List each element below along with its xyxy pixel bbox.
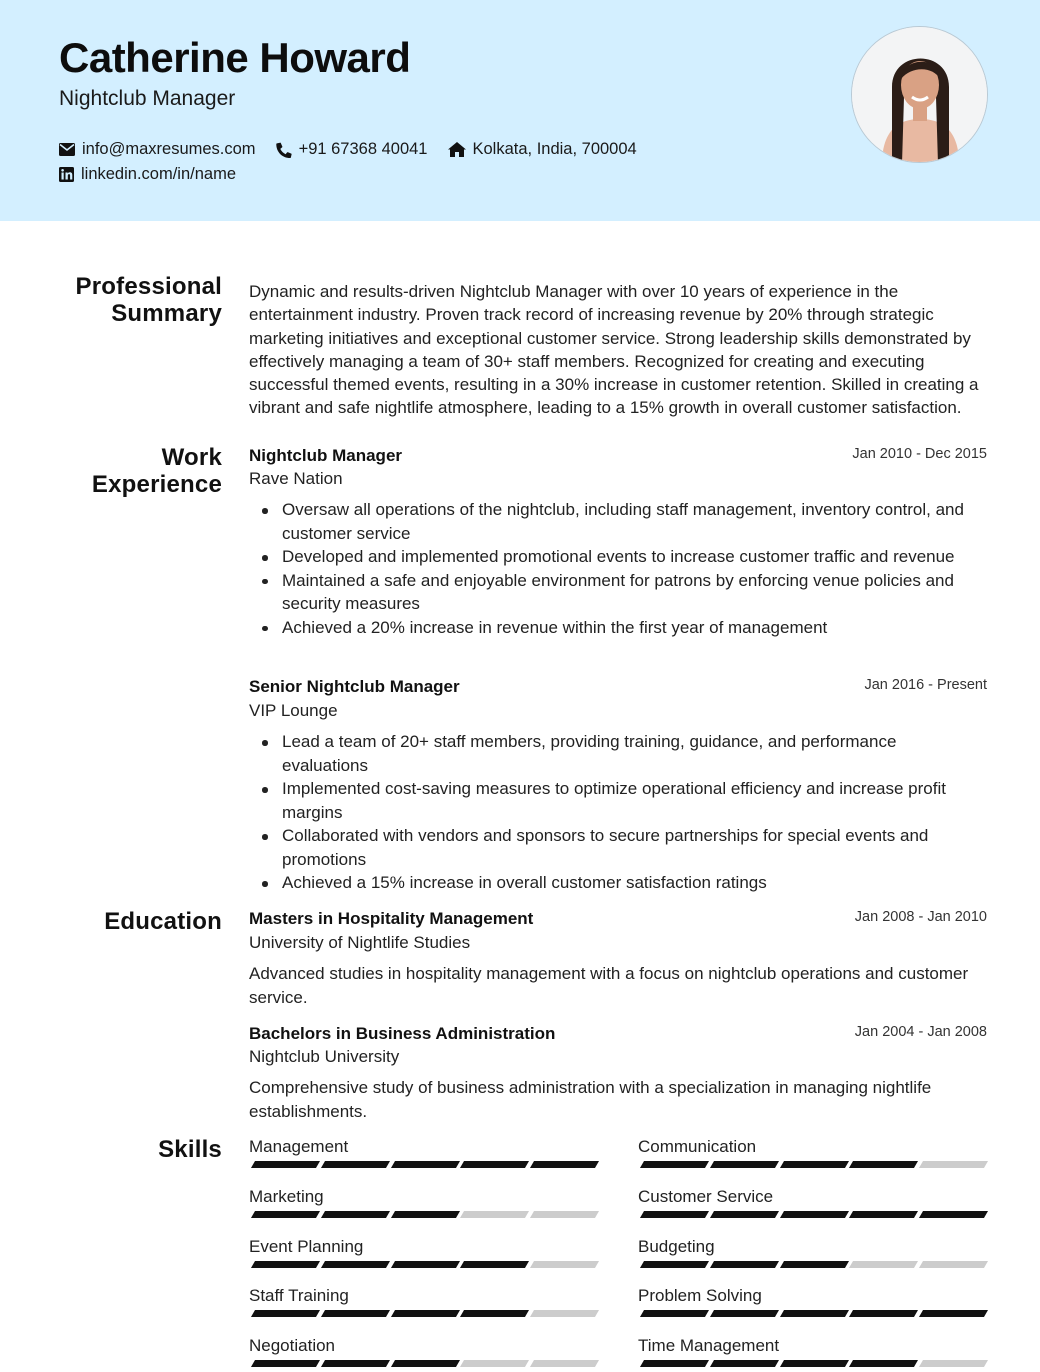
skill-item [638,1286,986,1317]
skill-segment-filled [321,1360,390,1367]
skill-level-bar [642,1261,986,1268]
section-title-education: Education [104,908,222,935]
skill-segment-empty [530,1360,599,1367]
skill-segment-filled [251,1161,320,1168]
linkedin-icon [59,167,74,182]
skill-segment-filled [780,1261,849,1268]
skill-segment-filled [780,1310,849,1317]
skill-segment-filled [391,1161,460,1168]
skill-segment-filled [640,1211,709,1218]
skill-segment-filled [251,1261,320,1268]
skill-segment-filled [321,1261,390,1268]
skill-segment-filled [919,1211,988,1218]
skill-segment-filled [391,1261,460,1268]
skill-item [249,1137,597,1168]
skill-segment-filled [391,1360,460,1367]
degree-2: Bachelors in Business Administration [249,1024,556,1043]
skill-item [638,1237,986,1268]
skill-segment-filled [640,1161,709,1168]
company-name-2: VIP Lounge [249,701,338,720]
skill-name: Communication [638,1137,757,1156]
contact-linkedin[interactable] [59,165,236,184]
skill-segment-filled [640,1261,709,1268]
skill-segment-filled [321,1161,390,1168]
job-dates-2: Jan 2016 - Present [864,677,987,693]
contact-location [448,140,637,159]
list-item: Implemented cost-saving measures to optimize operational efficiency and increase profit margins [249,777,987,824]
skill-level-bar [642,1161,986,1168]
skill-segment-empty [530,1211,599,1218]
skill-segment-filled [460,1161,529,1168]
job-title-1: Nightclub Manager [249,446,403,465]
list-item: Maintained a safe and enjoyable environment for patrons by enforcing venue policies and security measures [249,569,987,616]
phone-text: +91 67368 40041 [298,140,428,158]
skill-segment-filled [849,1211,918,1218]
contact-row-2 [59,165,256,184]
candidate-name: Catherine Howard [59,34,411,81]
skill-item [249,1187,597,1218]
skill-segment-empty [919,1360,988,1367]
section-title-summary: Professional Summary [75,273,222,327]
email-text: info@maxresumes.com [82,140,256,158]
company-name-1: Rave Nation [249,469,343,488]
education-entry-header [249,1024,987,1048]
skill-name: Event Planning [249,1236,364,1256]
list-item: Developed and implemented promotional events to increase customer traffic and revenue [249,545,987,569]
home-icon [448,142,466,157]
job-bullets-1 [249,498,987,639]
job-entry-header [249,677,987,701]
envelope-icon [59,143,75,156]
skill-segment-empty [849,1261,918,1268]
location-text: Kolkata, India, 700004 [472,140,637,158]
skill-segment-filled [321,1310,390,1317]
skill-item [249,1237,597,1268]
skill-segment-filled [710,1310,779,1317]
skill-item [249,1336,597,1367]
skill-segment-filled [640,1360,709,1367]
degree-1: Masters in Hospitality Management [249,909,534,928]
education-dates-2: Jan 2004 - Jan 2008 [854,1024,987,1040]
skill-segment-filled [710,1261,779,1268]
section-title-skills: Skills [158,1136,222,1163]
skill-segment-filled [710,1360,779,1367]
skill-segment-filled [460,1261,529,1268]
skill-segment-filled [391,1310,460,1317]
skill-segment-filled [460,1310,529,1317]
skill-level-bar [642,1211,986,1218]
phone-icon [276,142,292,158]
skill-name: Budgeting [638,1236,715,1256]
skill-segment-filled [251,1310,320,1317]
summary-text: Dynamic and results-driven Nightclub Manager with over 10 years of experience in the entertainment industry. Proven track record of increasing revenue by 20% through strategic marketing initiatives and exceptional customer service. Strong leadership skills demonstrated by effectively managing a team of 30+ staff members. Recognized for creating and executing successful themed events, resulting in a 30% increase in customer retention. Skilled in creating a vibrant and safe nightlife atmosphere, leading to a 15% growth in overall customer satisfaction. [249,282,979,418]
skill-level-bar [642,1360,986,1367]
contact-row [59,140,657,159]
skill-segment-empty [530,1310,599,1317]
school-name-2: Nightclub University [249,1047,400,1066]
skill-segment-filled [251,1360,320,1367]
skill-segment-empty [460,1211,529,1218]
skill-level-bar [253,1161,597,1168]
profile-photo [851,26,988,163]
skill-segment-filled [710,1211,779,1218]
skill-name: Problem Solving [638,1286,762,1306]
skill-segment-filled [391,1211,460,1218]
skill-segment-filled [251,1211,320,1218]
skill-level-bar [642,1310,986,1317]
list-item: Achieved a 15% increase in overall customer satisfaction ratings [249,871,987,895]
skill-segment-empty [919,1161,988,1168]
header-banner [0,0,1040,221]
skill-segment-filled [780,1161,849,1168]
skill-item [249,1286,597,1317]
skill-name: Negotiation [249,1336,336,1356]
education-entry-header [249,909,987,933]
skill-level-bar [253,1211,597,1218]
skill-segment-filled [849,1161,918,1168]
skill-segment-filled [849,1310,918,1317]
skill-name: Time Management [638,1336,780,1356]
education-desc-2: Comprehensive study of business administration with a specialization in managing nightlife establishments. [249,1078,932,1121]
job-title: Nightclub Manager [59,87,236,110]
skill-segment-filled [919,1310,988,1317]
job-dates-1: Jan 2010 - Dec 2015 [852,446,987,462]
list-item: Collaborated with vendors and sponsors to secure partnerships for special events and promotions [249,824,987,871]
skill-segment-filled [849,1360,918,1367]
linkedin-text: linkedin.com/in/name [81,165,236,183]
skill-name: Management [249,1137,349,1156]
skill-name: Staff Training [249,1286,349,1306]
skill-segment-empty [460,1360,529,1367]
skill-item [638,1187,986,1218]
education-dates-1: Jan 2008 - Jan 2010 [854,909,987,925]
skill-segment-filled [640,1310,709,1317]
skill-segment-filled [530,1161,599,1168]
skill-segment-empty [919,1261,988,1268]
list-item: Achieved a 20% increase in revenue within the first year of management [249,616,987,640]
job-bullets-2 [249,730,987,895]
education-desc-1: Advanced studies in hospitality management with a focus on nightclub operations and customer service. [249,964,969,1007]
skill-name: Customer Service [638,1186,774,1206]
skill-segment-filled [780,1360,849,1367]
list-item: Oversaw all operations of the nightclub, including staff management, inventory control, and customer service [249,498,987,545]
section-title-experience: Work Experience [91,444,222,498]
skill-segment-filled [710,1161,779,1168]
skill-level-bar [253,1261,597,1268]
skill-level-bar [253,1310,597,1317]
contact-phone[interactable] [276,140,428,159]
job-title-2: Senior Nightclub Manager [249,677,460,696]
profile-photo-image [852,27,988,163]
contact-email[interactable] [59,140,256,159]
skill-segment-filled [321,1211,390,1218]
skill-segment-filled [780,1211,849,1218]
job-entry-header [249,446,987,470]
skill-item [638,1137,986,1168]
skill-level-bar [253,1360,597,1367]
list-item: Lead a team of 20+ staff members, providing training, guidance, and performance evaluations [249,730,987,777]
skill-item [638,1336,986,1367]
school-name-1: University of Nightlife Studies [249,933,471,952]
skill-name: Marketing [249,1186,324,1206]
skill-segment-empty [530,1261,599,1268]
